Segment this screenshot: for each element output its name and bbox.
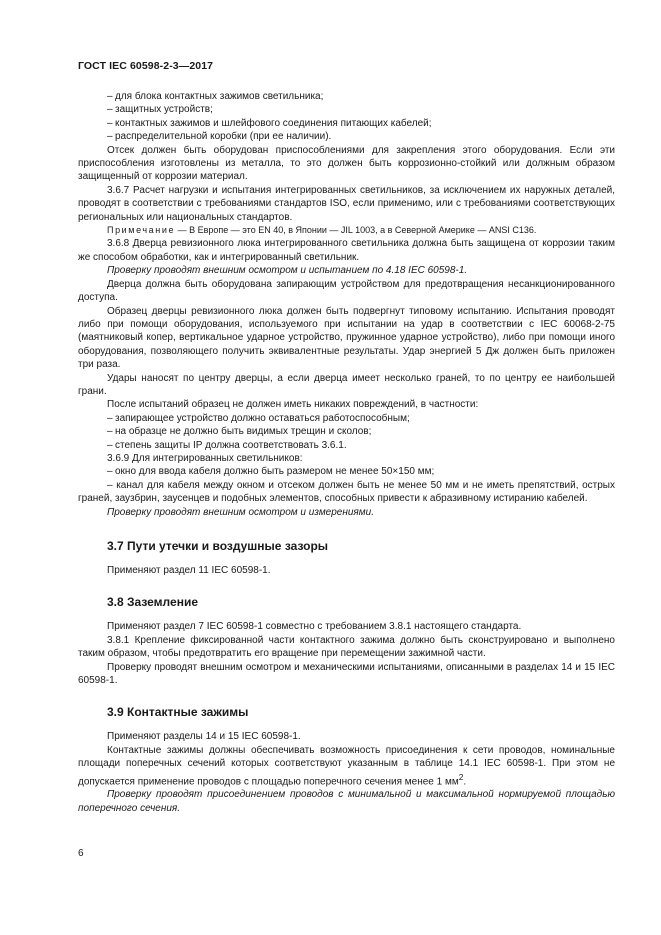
check-paragraph: Проверку проводят внешним осмотром и испытанием по 4.18 IEC 60598-1. xyxy=(107,265,468,277)
list-item: – распределительной коробки (при ее наличии). xyxy=(78,130,615,143)
terminals-text: Контактные зажимы должны обеспечивать возможность присоединения к сети проводов, номинальные площади поперечных сечений которых соответствуют указанным в таблице 14.1 IEC 60598-1. При этом не допускается применение проводов с площадью поперечного сечения менее 1 мм xyxy=(78,744,615,787)
paragraph-after-tests: После испытаний образец не должен иметь никаких повреждений, в частности: xyxy=(107,399,479,411)
paragraph-3-8: Применяют раздел 7 IEC 60598-1 совместно с требованием 3.8.1 настоящего стандарта. xyxy=(107,621,522,633)
check-paragraph: Проверку проводят внешним осмотром и измерениями. xyxy=(107,506,374,518)
paragraph-3-6-8: 3.6.8 Дверца ревизионного люка интегрированного светильника должна быть защищена от коррозии таким же способом обработки, как и интегрированный светильник. xyxy=(78,238,615,263)
note-text: — В Европе — это EN 40, в Японии — JIL 1003, а в Северной Америке — ANSI C136. xyxy=(175,225,537,236)
document-header: ГОСТ IEC 60598-2-3—2017 xyxy=(78,60,214,72)
paragraph-3-6-7: 3.6.7 Расчет нагрузки и испытания интегрированных светильников, за исключением их наружных деталей, проводят в соответствии с требованиями стандартов ISO, если применимо, или с требованиями соответствующих региональных или национальных стандартов. xyxy=(78,184,615,223)
page-number: 6 xyxy=(78,848,84,859)
superscript: 2 xyxy=(458,771,464,782)
list-item: – для блока контактных зажимов светильника; xyxy=(78,90,615,103)
section-heading-3-7: 3.7 Пути утечки и воздушные зазоры xyxy=(107,539,329,553)
list-item-wrapped xyxy=(78,479,615,506)
list-item: – на образце не должно быть видимых трещин и сколов; xyxy=(78,425,615,438)
paragraph-compartment: Отсек должен быть оборудован приспособлениями для закрепления этого оборудования. Если эти приспособления изготовлены из металла, то это должен быть коррозионно-стойкий или должным образом защищенный от коррозии материал. xyxy=(78,144,615,183)
paragraph-impacts: Удары наносят по центру дверцы, а если дверца имеет несколько граней, то по центру ее наибольшей грани. xyxy=(78,372,615,397)
dash-marker: – xyxy=(107,479,117,491)
list-item: – окно для ввода кабеля должно быть размером не менее 50×150 мм; xyxy=(78,465,615,478)
list-item: – контактных зажимов и шлейфового соединения питающих кабелей; xyxy=(78,117,615,130)
paragraph-3-8-1-check: Проверку проводят внешним осмотром и механическими испытаниями, описанными в разделах 14 и 15 IEC 60598-1. xyxy=(78,661,615,687)
list-item: – защитных устройств; xyxy=(78,103,615,116)
note-label: Примечание xyxy=(107,225,176,236)
paragraph-sample: Образец дверцы ревизионного люка должен быть подвергнут типовому испытанию. Испытания проводят либо при помощи оборудования, используемого при испытании на удар в соответствии с IEC 60068-2-75 (маятниковый копер, вертикальное ударное устройство, пружинное ударное устройство), либо при помощи иного оборудования, позволяющего получить эквивалентные результаты. Удар энергией 5 Дж должен быть приложен три раза. xyxy=(78,305,615,371)
paragraph-3-9: Применяют разделы 14 и 15 IEC 60598-1. xyxy=(107,731,301,743)
list-item-text: канал для кабеля между окном и отсеком должен быть не менее 50 мм и не иметь препятствий, острых граней, заузбрин, заусенцев и подобных элементов, способных привести к абразивному истиранию кабелей. xyxy=(78,479,615,505)
paragraph-3-9-terminals xyxy=(78,744,615,789)
terminals-end: . xyxy=(463,775,467,787)
paragraph-door: Дверца должна быть оборудована запирающим устройством для предотвращения несанкционированного доступа. xyxy=(78,278,615,304)
paragraph-3-6-9: 3.6.9 Для интегрированных светильников: xyxy=(107,452,303,464)
list-item: – степень защиты IP должна соответствовать 3.6.1. xyxy=(78,439,615,452)
section-heading-3-9: 3.9 Контактные зажимы xyxy=(107,705,249,720)
paragraph-3-8-1: 3.8.1 Крепление фиксированной части контактного зажима должно быть сконструировано и выполнено таким образом, чтобы предотвратить его вращение при перемещении зажимной части. xyxy=(78,634,615,660)
page-content xyxy=(78,90,615,815)
list-item: – запирающее устройство должно оставаться работоспособным; xyxy=(78,412,615,425)
paragraph-3-7: Применяют раздел 11 IEC 60598-1. xyxy=(107,565,271,576)
section-heading-3-8: 3.8 Заземление xyxy=(107,595,198,610)
note xyxy=(78,224,615,237)
check-paragraph: Проверку проводят присоединением проводов с минимальной и максимальной нормируемой площадью поперечного сечения. xyxy=(78,789,615,814)
